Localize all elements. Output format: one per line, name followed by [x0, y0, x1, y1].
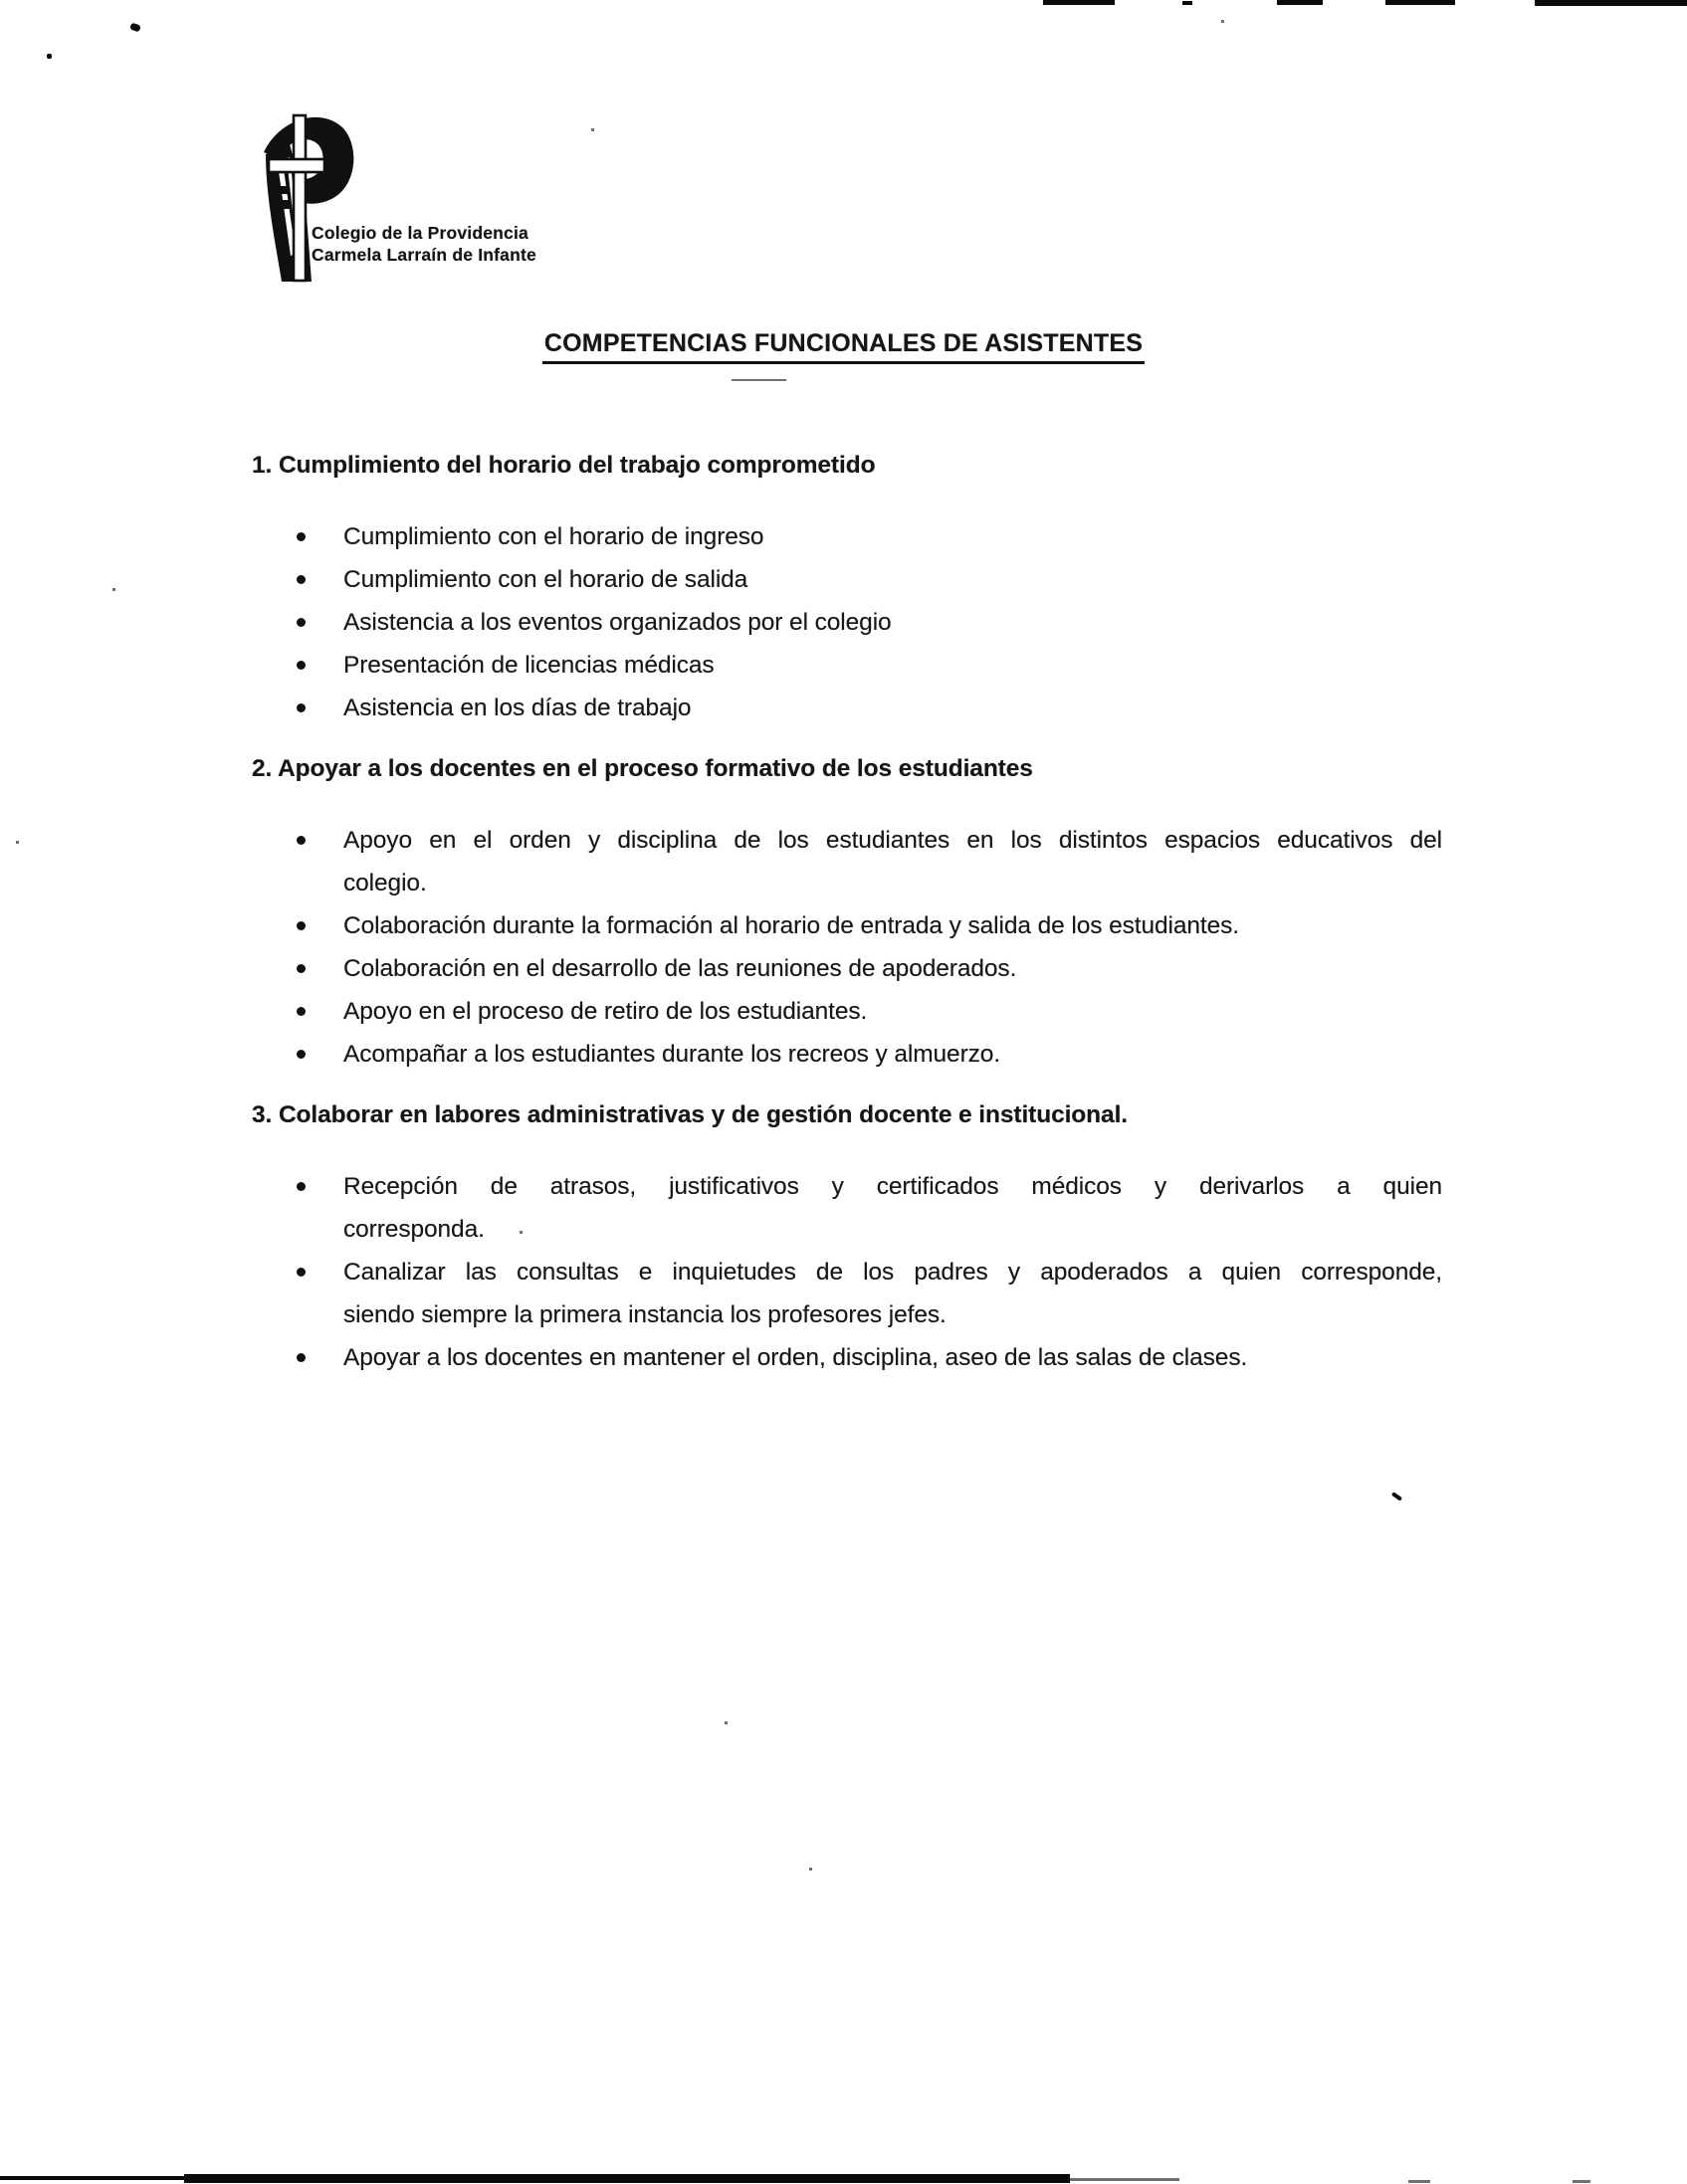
bullet-icon: [297, 1268, 306, 1277]
scan-speck: [129, 23, 141, 33]
bullet-text: Apoyo en el proceso de retiro de los estudiantes.: [343, 998, 868, 1025]
list-item: [252, 1033, 1442, 1076]
list-item: [252, 687, 1442, 729]
list-item: [252, 601, 1442, 644]
scan-speck: [112, 588, 115, 591]
bullet-icon: [297, 1050, 306, 1059]
logo-caption-line2: Carmela Larraín de Infante: [312, 245, 536, 265]
section-1-list: [252, 515, 1442, 729]
scan-artifact-bottomline: [1070, 2178, 1179, 2181]
scan-artifact-bottomline: [1573, 2180, 1590, 2183]
bullet-icon: [297, 618, 306, 627]
scan-artifact-topline: [1182, 1, 1192, 5]
bullet-icon: [297, 532, 306, 541]
section-1-heading: 1. Cumplimiento del horario del trabajo comprometido: [252, 452, 876, 479]
list-item: [252, 558, 1442, 601]
document-title: COMPETENCIAS FUNCIONALES DE ASISTENTES: [542, 329, 1145, 364]
bullet-text: Cumplimiento con el horario de salida: [343, 566, 748, 593]
scan-speck: [809, 1868, 812, 1871]
scan-speck: [16, 841, 19, 844]
bullet-text: Colaboración durante la formación al horario de entrada y salida de los estudiantes.: [343, 912, 1240, 939]
bullet-text: Colaboración en el desarrollo de las reuniones de apoderados.: [343, 955, 1017, 982]
scan-artifact-bottomline: [184, 2174, 1070, 2183]
section-2-heading: 2. Apoyar a los docentes en el proceso formativo de los estudiantes: [252, 755, 1033, 782]
scan-artifact-bottomline: [0, 2176, 194, 2180]
list-item: [252, 1336, 1442, 1379]
section-3-heading: 3. Colaborar en labores administrativas y de gestión docente e institucional.: [252, 1101, 1128, 1128]
scan-artifact-topline: [1385, 0, 1455, 5]
scan-speck: [47, 54, 52, 59]
section-1: [252, 450, 1442, 729]
bullet-text: Cumplimiento con el horario de ingreso: [343, 523, 764, 550]
list-item: [252, 904, 1442, 947]
title-row: [0, 329, 1687, 364]
bullet-icon: [297, 1007, 306, 1016]
scan-artifact-topline: [1043, 0, 1115, 5]
bullet-text: colegio.: [343, 870, 427, 896]
document-body: [252, 443, 1442, 1379]
scan-speck: [591, 128, 594, 131]
bullet-icon: [297, 921, 306, 930]
list-item: [252, 819, 1442, 904]
bullet-text: Presentación de licencias médicas: [343, 652, 715, 679]
bullet-text: Apoyo en el orden y disciplina de los estudiantes en los distintos espacios educativos del: [343, 827, 1442, 854]
bullet-text: siendo siempre la primera instancia los profesores jefes.: [343, 1301, 947, 1328]
bullet-icon: [297, 836, 306, 845]
section-3-list: [252, 1165, 1442, 1379]
list-item: [252, 515, 1442, 558]
scan-speck: [725, 1721, 728, 1724]
list-item: [252, 644, 1442, 687]
bullet-icon: [297, 703, 306, 712]
scan-artifact-topline: [1535, 0, 1687, 6]
bullet-text: Apoyar a los docentes en mantener el orden, disciplina, aseo de las salas de clases.: [343, 1344, 1248, 1371]
bullet-text: Canalizar las consultas e inquietudes de los padres y apoderados a quien corresponde,: [343, 1259, 1442, 1286]
section-2-list: [252, 819, 1442, 1076]
bullet-icon: [297, 575, 306, 584]
bullet-text: Asistencia en los días de trabajo: [343, 695, 692, 721]
scan-speck: [732, 379, 786, 381]
bullet-icon: [297, 1182, 306, 1191]
scan-artifact-topline: [1277, 0, 1323, 5]
section-3: [252, 1099, 1442, 1379]
logo-caption: [312, 222, 536, 266]
list-item: [252, 990, 1442, 1033]
bullet-text: corresponda.: [343, 1216, 485, 1243]
scan-speck: [1221, 20, 1224, 23]
bullet-text: Recepción de atrasos, justificativos y certificados médicos y derivarlos a quien: [343, 1173, 1442, 1200]
scan-artifact-bottomline: [1408, 2180, 1430, 2183]
bullet-icon: [297, 964, 306, 973]
bullet-icon: [297, 661, 306, 670]
bullet-icon: [297, 1353, 306, 1362]
bullet-text: Asistencia a los eventos organizados por el colegio: [343, 609, 892, 636]
scan-speck: [1391, 1491, 1402, 1501]
list-item: [252, 947, 1442, 990]
section-2: [252, 753, 1442, 1076]
list-item: [252, 1165, 1442, 1251]
bullet-text: Acompañar a los estudiantes durante los recreos y almuerzo.: [343, 1041, 1001, 1068]
list-item: [252, 1251, 1442, 1336]
logo-caption-line1: Colegio de la Providencia: [312, 223, 528, 243]
